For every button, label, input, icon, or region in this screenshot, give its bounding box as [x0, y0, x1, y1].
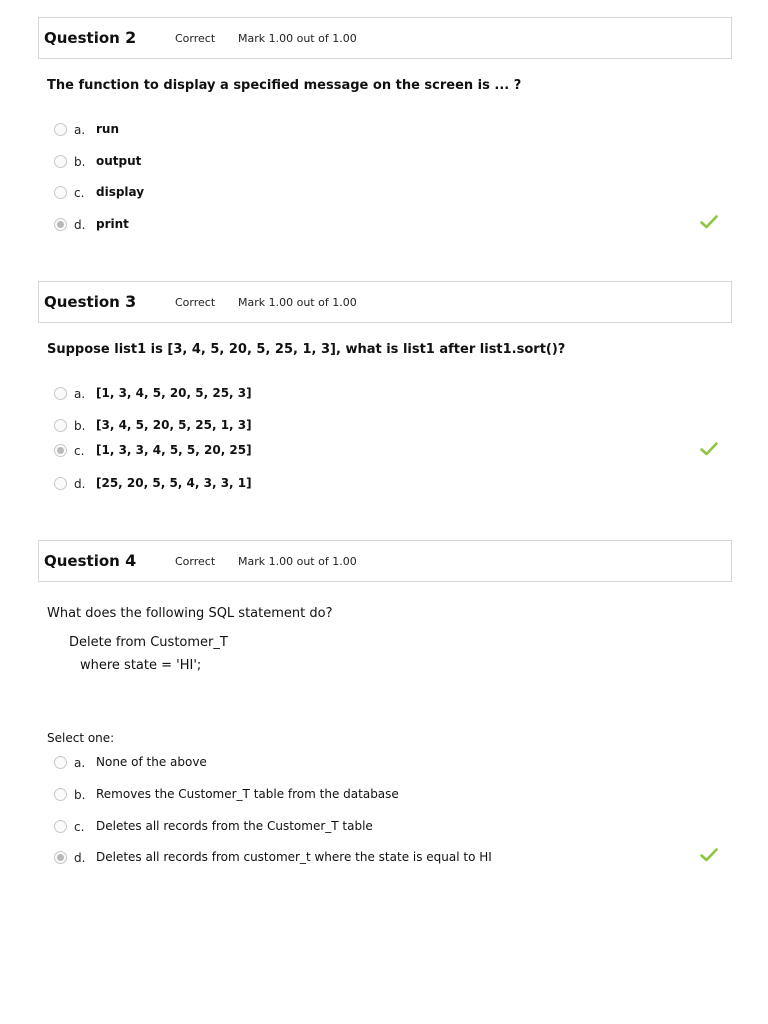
question-3-header: [38, 281, 732, 323]
question-mark: Mark 1.00 out of 1.00: [238, 296, 357, 309]
radio-icon[interactable]: [54, 155, 67, 168]
option-text: run: [96, 122, 120, 136]
option-letter: b.: [74, 155, 86, 169]
question-2-header: [38, 17, 732, 59]
question-title: [44, 28, 136, 47]
radio-icon[interactable]: [54, 756, 67, 769]
question-4-header: [38, 540, 732, 582]
radio-icon[interactable]: [54, 387, 67, 400]
question-text: Suppose list1 is [3, 4, 5, 20, 5, 25, 1, 3], what is list1 after list1.sort()?: [47, 342, 566, 357]
option-letter: a.: [74, 123, 86, 137]
option-letter: d.: [74, 477, 86, 491]
radio-icon[interactable]: [54, 444, 67, 457]
option-text: Deletes all records from customer_t where the state is equal to HI: [96, 850, 492, 864]
option-text: output: [96, 154, 142, 168]
question-label: Question: [44, 29, 120, 47]
question-mark: Mark 1.00 out of 1.00: [238, 32, 357, 45]
question-status: Correct: [175, 32, 216, 45]
option-text: print: [96, 217, 129, 231]
sql-code-line-1: Delete from Customer_T: [69, 635, 228, 650]
check-icon: [700, 848, 718, 862]
option-text: Deletes all records from the Customer_T table: [96, 819, 373, 833]
radio-icon[interactable]: [54, 218, 67, 231]
option-text: [1, 3, 3, 4, 5, 5, 20, 25]: [96, 443, 252, 457]
question-mark: Mark 1.00 out of 1.00: [238, 555, 357, 568]
radio-icon[interactable]: [54, 419, 67, 432]
option-text: [3, 4, 5, 20, 5, 25, 1, 3]: [96, 418, 252, 432]
option-letter: d.: [74, 218, 86, 232]
option-text: display: [96, 185, 145, 199]
option-text: [1, 3, 4, 5, 20, 5, 25, 3]: [96, 386, 252, 400]
question-number: 4: [125, 551, 137, 570]
option-letter: a.: [74, 756, 86, 770]
radio-icon[interactable]: [54, 123, 67, 136]
question-number: 3: [125, 292, 137, 311]
question-title: [44, 551, 136, 570]
radio-icon[interactable]: [54, 851, 67, 864]
question-label: Question: [44, 552, 120, 570]
check-icon: [700, 215, 718, 229]
option-letter: b.: [74, 419, 86, 433]
option-letter: b.: [74, 788, 86, 802]
option-text: [25, 20, 5, 5, 4, 3, 3, 1]: [96, 476, 252, 490]
sql-code-line-2: where state = 'HI';: [80, 658, 202, 673]
question-text: What does the following SQL statement do?: [47, 606, 333, 621]
check-icon: [700, 442, 718, 456]
option-letter: c.: [74, 820, 85, 834]
option-letter: c.: [74, 186, 85, 200]
option-letter: c.: [74, 444, 85, 458]
radio-icon[interactable]: [54, 820, 67, 833]
select-one-label: Select one:: [47, 731, 115, 745]
question-label: Question: [44, 293, 120, 311]
option-letter: d.: [74, 851, 86, 865]
question-status: Correct: [175, 555, 216, 568]
option-text: None of the above: [96, 755, 207, 769]
radio-icon[interactable]: [54, 477, 67, 490]
question-title: [44, 292, 136, 311]
question-text: The function to display a specified message on the screen is ... ?: [47, 78, 522, 93]
option-text: Removes the Customer_T table from the database: [96, 787, 399, 801]
question-number: 2: [125, 28, 137, 47]
radio-icon[interactable]: [54, 788, 67, 801]
option-letter: a.: [74, 387, 86, 401]
radio-icon[interactable]: [54, 186, 67, 199]
question-status: Correct: [175, 296, 216, 309]
